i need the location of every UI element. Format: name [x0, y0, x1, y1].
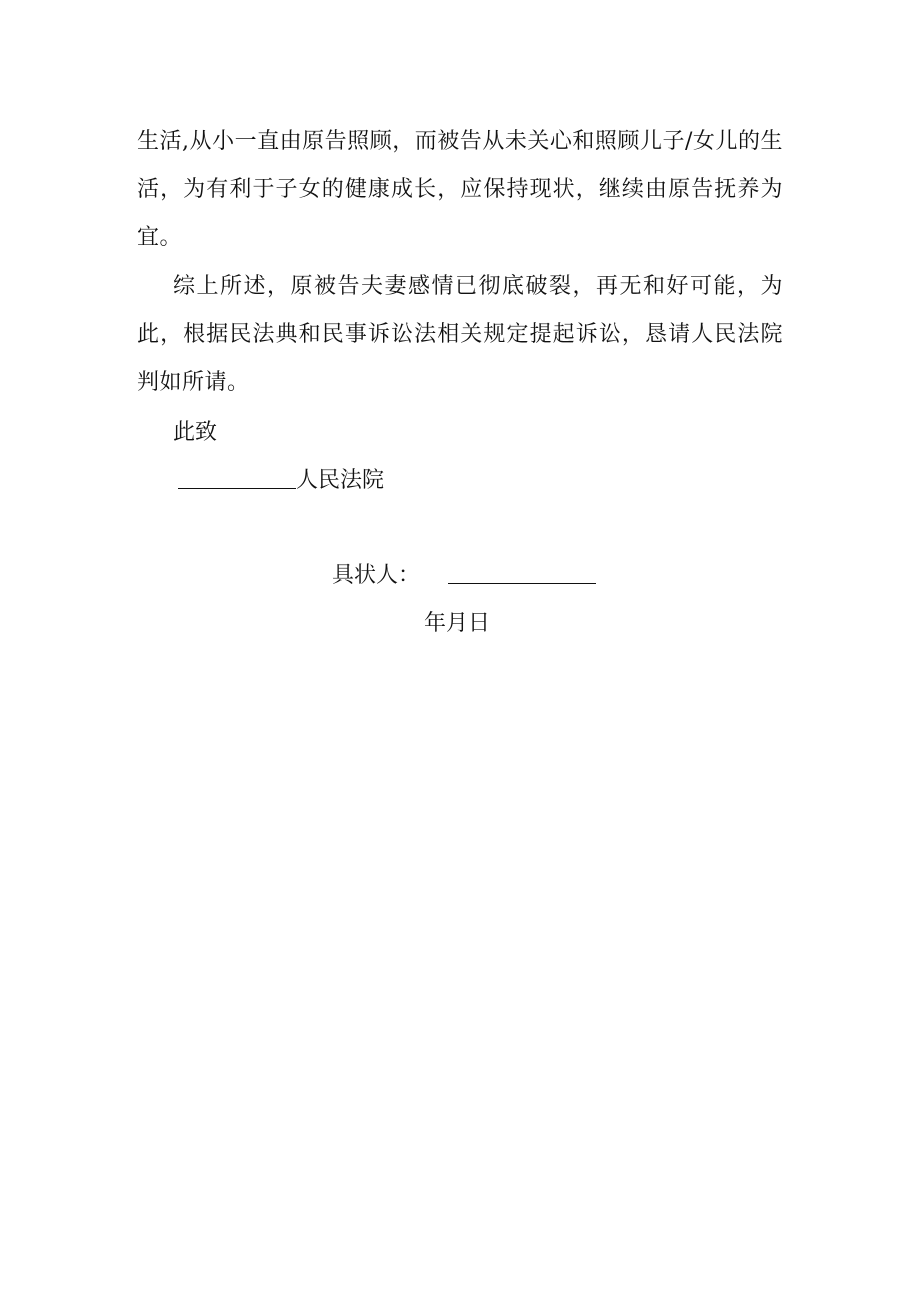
paragraph-conclusion: 综上所述，原被告夫妻感情已彻底破裂，再无和好可能，为此，根据民法典和民事诉讼法相关规定提起诉讼，恳请人民法院判如所请。: [137, 274, 783, 395]
signer-name-blank[interactable]: [448, 583, 596, 584]
court-suffix: 人民法院: [296, 468, 385, 493]
closing-salutation: 此致: [173, 420, 218, 445]
court-name-blank[interactable]: [178, 488, 296, 489]
court-addressee: [178, 457, 384, 505]
signer-line: [332, 552, 596, 600]
paragraph-custody-reason: 生活,从小一直由原告照顾，而被告从未关心和照顾儿子/女儿的生活，为有利于子女的健康成长，应保持现状，继续由原告抚养为宜。: [137, 129, 783, 250]
date-line: 年月日: [424, 611, 491, 636]
signer-label: 具状人：: [332, 563, 421, 588]
